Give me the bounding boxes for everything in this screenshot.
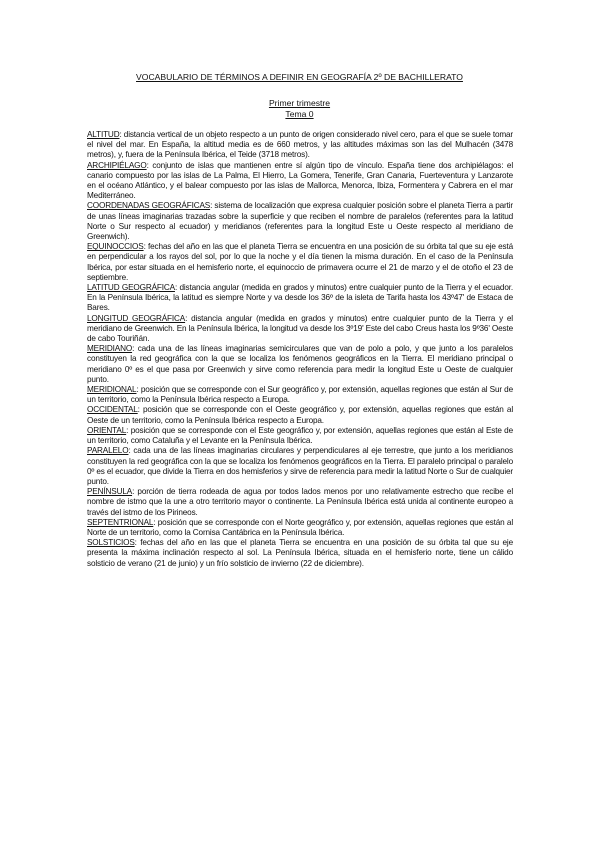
entry-definition: : posición que se corresponde con el Oeste geográfico y, por extensión, aquellas regiones que están al Oeste de un territorio, como la Península Ibérica respecto a Europa. — [87, 405, 513, 425]
entry-term: ORIENTAL — [87, 425, 127, 435]
glossary-entry — [87, 426, 513, 446]
entry-definition: : posición que se corresponde con el Norte geográfico y, por extensión, aquellas regiones que están al Norte de un territorio, como la Cornisa Cantábrica en la Península Ibérica. — [87, 517, 513, 537]
glossary-entry — [87, 487, 513, 518]
entry-term: PENÍNSULA — [87, 487, 133, 497]
glossary-entry — [87, 283, 513, 314]
glossary-entry — [87, 385, 513, 405]
glossary-entries — [87, 130, 513, 569]
document-subtitle: Primer trimestre — [268, 98, 331, 108]
entry-term: SOLSTICIOS — [87, 538, 135, 548]
document-topic: Tema 0 — [285, 109, 314, 119]
glossary-entry — [87, 446, 513, 487]
glossary-entry — [87, 161, 513, 202]
entry-definition: : distancia angular (medida en grados y minutos) entre cualquier punto de la Tierra y el ecuador. En la Península Ibérica, la latitud es siempre Norte y va desde los 36º de la isleta de Tarifa hasta los 43º47' de Estaca de Bares. — [87, 283, 513, 313]
glossary-entry — [87, 242, 513, 283]
entry-term: PARALELO — [87, 446, 129, 456]
glossary-entry — [87, 201, 513, 242]
glossary-entry — [87, 130, 513, 161]
entry-term: LONGITUD GEOGRÁFICA — [87, 313, 186, 323]
entry-definition: : distancia vertical de un objeto respecto a un punto de origen considerado nivel cero, para el que se suele tomar el nivel del mar. En España, la altitud media es de 660 metros, y las altitudes máximas son las del Mulhacén (3478 metros), y, fuera de la Península Ibérica, el Teide (3718 metros). — [87, 130, 513, 160]
entry-definition: : fechas del año en las que el planeta Tierra se encuentra en una posición de su órbita tal que su eje presenta la máxima inclinación respecto al sol. La Península Ibérica, situada en el hemisferio norte, tiene un cálido solsticio de verano (21 de junio) y un frío solsticio de invierno (22 de diciembre). — [87, 538, 513, 568]
glossary-entry — [87, 344, 513, 385]
entry-term: OCCIDENTAL — [87, 405, 138, 415]
entry-definition: : conjunto de islas que mantienen entre sí algún tipo de vínculo. España tiene dos archipiélagos: el canario compuesto por las islas de La Palma, El Hierro, La Gomera, Tenerife, Gran Canaria, Fuerteventura y Lanzarote en el océano Atlántico, y el balear compuesto por las islas de Mallorca, Menorca, Ibiza, Formentera y Cabrera en el mar Mediterráneo. — [87, 160, 513, 201]
entry-term: ARCHIPIÉLAGO — [87, 160, 147, 170]
entry-term: COORDENADAS GEOGRÁFICAS — [87, 201, 211, 211]
glossary-entry — [87, 518, 513, 538]
glossary-entry — [87, 405, 513, 425]
entry-definition: : cada una de las líneas imaginarias semicirculares que van de polo a polo, y que junto a los paralelos constituyen la red geográfica con la que se localiza los fenómenos geográficos en la Tierra. El meridiano principal o meridiano 0º es el que pasa por Greenwich y sirve como referencia para medir la longitud Este u Oeste de cualquier punto. — [87, 344, 513, 384]
entry-definition: : posición que se corresponde con el Sur geográfico y, por extensión, aquellas regiones que están al Sur de un territorio, como la Península Ibérica respecto a Europa. — [87, 385, 513, 405]
entry-term: LATITUD GEOGRÁFICA — [87, 283, 175, 293]
entry-term: MERIDIANO — [87, 344, 133, 354]
entry-definition: : sistema de localización que expresa cualquier posición sobre el planeta Tierra a partir de unas líneas imaginarias trazadas sobre la superficie y que reciben el nombre de paralelos (referentes para la latitud Norte o Sur respecto al ecuador) y meridianos (referentes para la longitud Este u Oeste respecto al meridiano de Greenwich). — [87, 201, 513, 242]
glossary-entry — [87, 538, 513, 569]
entry-term: EQUINOCCIOS — [87, 242, 144, 252]
entry-term: SEPTENTRIONAL — [87, 517, 154, 527]
entry-definition: : posición que se corresponde con el Este geográfico y, por extensión, aquellas regiones que están al Este de un territorio, como Cataluña y el Levante en la Península Ibérica. — [87, 425, 513, 446]
entry-term: ALTITUD — [87, 130, 120, 139]
glossary-entry — [87, 314, 513, 345]
entry-definition: : distancia angular (medida en grados y minutos) entre cualquier punto de la Tierra y el meridiano de Greenwich. En la Península Ibérica, la longitud va desde los 3º19' Este del cabo Creus hasta los 9º36' Oeste de cabo Touriñán. — [87, 313, 513, 344]
document-title: VOCABULARIO DE TÉRMINOS A DEFINIR EN GEOGRAFÍA 2º DE BACHILLERATO — [136, 72, 463, 82]
entry-term: MERIDIONAL — [87, 385, 137, 395]
entry-definition: : cada una de las líneas imaginarias circulares y perpendiculares al eje terrestre, que junto a los meridianos constituyen la red geográfica con la que se localiza los fenómenos geográficos en la Tierra. El paralelo principal o paralelo 0º es el ecuador, que divide la Tierra en dos hemisferios y sirve de referencia para medir la latitud Norte o Sur de cualquier punto. — [87, 446, 513, 486]
entry-definition: : fechas del año en las que el planeta Tierra se encuentra en una posición de su órbita tal que su eje está en perpendicular a los rayos del sol, por lo que la noche y el día tienen la misma duración. En el caso de la Península Ibérica, por estar situada en el hemisferio norte, el equinoccio de primavera ocurre el 21 de marzo y el de otoño el 23 de septiembre. — [87, 242, 513, 282]
entry-definition: : porción de tierra rodeada de agua por todos lados menos por uno relativamente estrecho que recibe el nombre de istmo que la une a otro territorio mayor o continente. La Península Ibérica está unida al continente europeo a través del istmo de los Pirineos. — [87, 487, 513, 517]
